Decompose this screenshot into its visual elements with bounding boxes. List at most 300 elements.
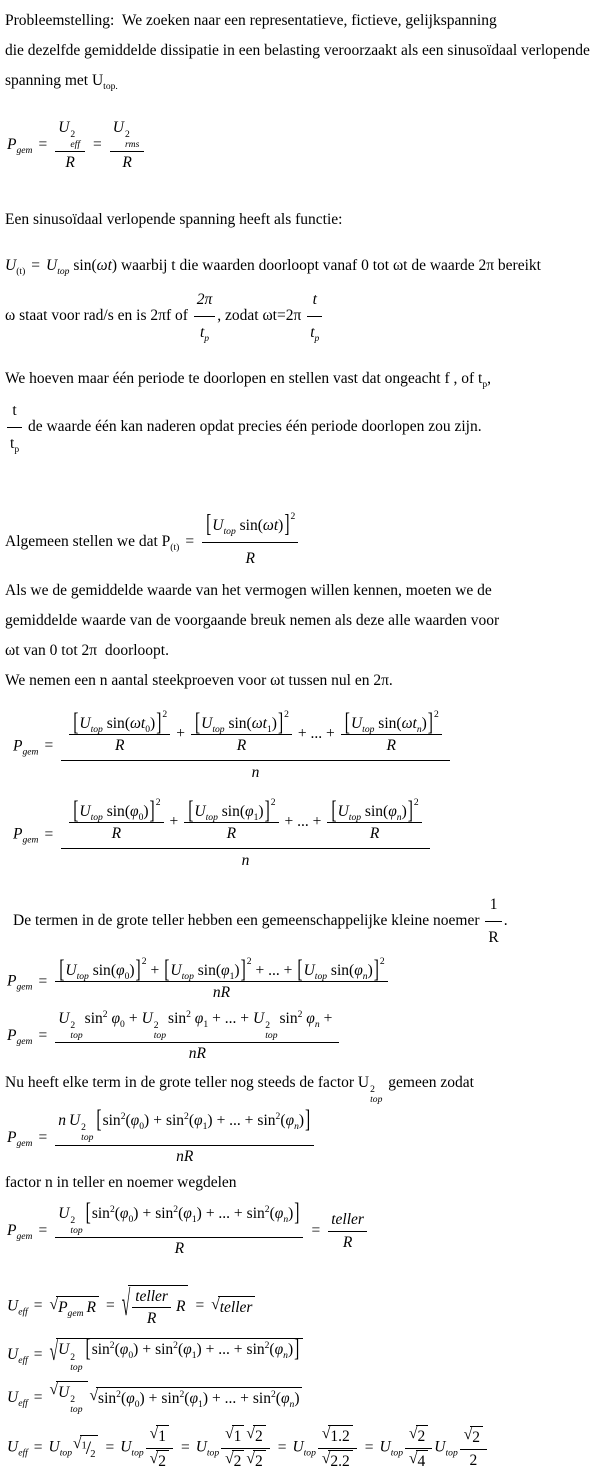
line-steekproeven: We nemen een n aantal steekproeven voor ωt tussen nul en 2π. xyxy=(5,671,393,689)
num-el xyxy=(55,118,85,151)
formula-pgem-teller xyxy=(7,1199,603,1259)
var-el: p xyxy=(204,332,210,344)
span-el: sin xyxy=(221,802,240,820)
sqrt-el xyxy=(225,1425,244,1446)
span-el: de waarde één kan naderen opdat precies één periode doorlopen zou zijn. xyxy=(27,417,482,435)
bracket-el: ] xyxy=(277,709,284,737)
bracketed-el xyxy=(163,956,252,984)
span-el: sin xyxy=(161,1390,180,1408)
sub-el: 1 xyxy=(198,1399,203,1411)
span-el: sin xyxy=(73,256,92,274)
op-el: + xyxy=(153,1112,162,1130)
fraction-el xyxy=(191,708,292,756)
sqrt-el xyxy=(150,1425,169,1446)
sup-el: 2 xyxy=(264,1340,270,1352)
span-el: ( xyxy=(124,714,130,732)
bracket-el: [ xyxy=(194,709,201,737)
var-el: φ xyxy=(119,1341,129,1359)
var-el: U xyxy=(170,962,182,980)
radicand-el xyxy=(96,1387,302,1411)
fraction-pt xyxy=(202,511,298,574)
radicand-el xyxy=(128,1285,188,1329)
bsup-el: 2 xyxy=(379,956,385,968)
ss-top-el: 2 xyxy=(70,1215,76,1227)
var-el: top xyxy=(90,812,103,824)
span-el: t xyxy=(10,434,15,452)
span-el: sin xyxy=(84,1009,103,1027)
ss-top-el: 2 xyxy=(70,129,76,141)
text-line: gemiddelde waarde van de voorgaande breuk nemen als deze alle waarden voor xyxy=(5,611,500,629)
bracket-el: ] xyxy=(373,956,379,984)
num-el xyxy=(146,1425,173,1447)
var-el: U xyxy=(212,516,224,534)
num-el xyxy=(69,708,170,737)
span-el: sin xyxy=(378,714,397,732)
ss-top-el: 2 xyxy=(370,1083,375,1095)
sub-el: 0 xyxy=(128,1350,134,1362)
radical-el: √ xyxy=(73,1435,82,1453)
var-el: top xyxy=(76,971,89,983)
bracket-el: [ xyxy=(331,797,337,825)
span-el: sin xyxy=(168,1009,187,1027)
span-el: ) xyxy=(196,1341,202,1359)
var-el: gem xyxy=(22,834,39,846)
den-el xyxy=(307,316,322,348)
ss-bot-el: top xyxy=(70,1225,83,1237)
op-el: + xyxy=(142,1341,152,1359)
ss-top-el: 2 xyxy=(265,1020,271,1032)
radical-el: √ xyxy=(211,1295,220,1313)
var-el: U xyxy=(195,1438,207,1456)
var-el: φ xyxy=(111,1009,121,1027)
eq-el: = xyxy=(38,1026,48,1044)
fraction-el xyxy=(460,1426,487,1470)
span-el: sin xyxy=(364,802,384,820)
var-el: top xyxy=(212,723,225,735)
var-el: φ xyxy=(285,1112,295,1130)
bracket-el: ] xyxy=(294,1335,300,1363)
supsub-el xyxy=(70,1395,82,1415)
var-el: gem xyxy=(16,1230,33,1242)
sqrt-full xyxy=(49,1335,304,1373)
span-el: sin xyxy=(246,1341,265,1359)
var-el: φ xyxy=(194,1009,204,1027)
var-el: gem xyxy=(16,145,33,157)
var-el: ωt xyxy=(251,714,267,732)
bracketed-el xyxy=(58,956,147,984)
supsub-el xyxy=(70,1021,82,1041)
var-el: U xyxy=(379,1438,391,1456)
span-el: ( xyxy=(178,1204,184,1222)
span-el: sin xyxy=(91,1204,110,1222)
var-el: U xyxy=(58,1341,70,1359)
var-el: φ xyxy=(274,1204,284,1222)
span-el: ) xyxy=(202,1390,209,1408)
bracket-el: [ xyxy=(96,1106,102,1134)
span-el: ω staat voor rad/s en is 2πf of xyxy=(5,306,188,324)
bracket-el: [ xyxy=(59,956,65,984)
span-el: ) xyxy=(133,1204,139,1222)
line-gemene-factor xyxy=(5,1068,603,1105)
line-wegdelen: factor n in teller en noemer wegdelen xyxy=(5,1173,237,1191)
ss-top-el: 2 xyxy=(70,1351,76,1363)
fraction-el xyxy=(110,118,145,173)
radical-el: √ xyxy=(321,1449,331,1467)
ss-top-el: 2 xyxy=(70,1394,76,1406)
span-el: We hoeven maar één periode te doorlopen en stellen vast dat ongeacht f , of t xyxy=(5,369,483,387)
var-el: U xyxy=(79,714,91,732)
var-el: U xyxy=(46,256,58,274)
span-el: ( xyxy=(188,1112,195,1130)
radical-el: √ xyxy=(121,1284,131,1324)
op-el: + xyxy=(148,1390,158,1408)
var-el: U xyxy=(112,119,124,136)
fraction-el xyxy=(328,1210,367,1252)
formula-pgem-samples-phi xyxy=(13,796,603,870)
radicand-el: 2 xyxy=(253,1425,266,1446)
radicand-el: 1 xyxy=(232,1425,245,1446)
sqrt-half xyxy=(73,1435,98,1461)
eq-el: = xyxy=(33,1438,43,1456)
eq-el: = xyxy=(38,972,48,990)
bracket-term xyxy=(205,510,296,538)
sub-el: 1 xyxy=(202,1121,208,1133)
bracket-el: [ xyxy=(344,709,350,737)
span-el: gemeen zodat xyxy=(384,1073,474,1091)
fraction-t-tp xyxy=(307,285,322,348)
supsub-el xyxy=(70,130,80,150)
var-el: φ xyxy=(245,802,254,820)
num-el xyxy=(184,796,278,825)
var-el: U xyxy=(434,1438,446,1456)
span-el: ( xyxy=(239,802,246,820)
span-el: ( xyxy=(114,1204,120,1222)
line-sinus-functie: Een sinusoïdaal verlopende spanning heeft als functie: xyxy=(5,210,343,228)
var-el: n xyxy=(58,1112,66,1130)
num-el xyxy=(327,796,421,825)
bracketed-el xyxy=(296,956,385,984)
op-el: + ... + xyxy=(297,725,335,743)
fraction-el xyxy=(55,956,388,1003)
var-el: φ xyxy=(194,1112,203,1130)
bracket-el: ] xyxy=(284,510,290,538)
line-omega-definition xyxy=(5,285,603,348)
paragraph-probleemstelling xyxy=(5,6,603,96)
var-el: φ xyxy=(221,962,230,980)
bracket-el: ] xyxy=(156,709,162,737)
var-el: ωt xyxy=(96,256,112,274)
radical-el: √ xyxy=(409,1449,418,1467)
bsup-el: 2 xyxy=(141,956,147,968)
sqrt-el xyxy=(322,1450,353,1471)
radicand-el: teller xyxy=(218,1296,256,1317)
var-el: n xyxy=(416,723,422,735)
den-el: 2 xyxy=(460,1449,487,1470)
var-el: U xyxy=(253,1009,265,1027)
den-el: R xyxy=(485,921,501,953)
num-el xyxy=(191,708,292,737)
den-el: R xyxy=(69,822,163,843)
span-el: ( xyxy=(246,714,252,732)
span-el: ) xyxy=(139,1390,145,1408)
op-el: + xyxy=(323,1009,333,1027)
op-el: + xyxy=(176,725,185,743)
sup-el: 2 xyxy=(186,1008,191,1020)
den-el xyxy=(318,1448,357,1471)
ss-top-el: 2 xyxy=(124,129,130,141)
span-el: sin xyxy=(106,802,125,820)
sub-el: 1 xyxy=(266,723,272,735)
line-gemene-noemer xyxy=(5,890,603,953)
num-el: 2π xyxy=(196,290,213,308)
diagonal-half xyxy=(82,1437,96,1461)
var-el: n xyxy=(314,1018,320,1030)
op-el: + xyxy=(150,962,160,980)
var-el: φ xyxy=(280,1390,290,1408)
radicand-el xyxy=(56,1335,303,1373)
var-el: ωt xyxy=(401,714,417,732)
span-el: ( xyxy=(91,256,97,274)
supsub-el xyxy=(70,1353,82,1373)
bracket-el: [ xyxy=(85,1335,91,1363)
fraction-t-tp-upright xyxy=(7,396,22,459)
formula-pgem-samples-omegat xyxy=(13,708,603,782)
span-el: ( xyxy=(215,962,222,980)
dslash-el: / xyxy=(85,1438,92,1460)
den-el: R xyxy=(55,151,85,172)
num-el xyxy=(69,796,163,825)
sup-el: 2 xyxy=(173,1340,178,1352)
bracket-el: ] xyxy=(149,797,155,825)
sub-el: p xyxy=(482,378,488,390)
span-el: , xyxy=(487,369,492,387)
bracket-el: ] xyxy=(135,956,141,984)
eq-el: = xyxy=(33,1388,43,1406)
den-el: R xyxy=(132,1307,171,1328)
span-el: ) xyxy=(207,1112,213,1130)
span-el: sin xyxy=(165,1112,185,1130)
span-el: ( xyxy=(125,1112,131,1130)
fraction-el xyxy=(55,1106,314,1166)
formula-pgem-eff-rms xyxy=(7,118,603,173)
formula-ueff-sqrt-teller xyxy=(7,1285,603,1329)
bracket-el: [ xyxy=(206,510,212,538)
line-ut-definition xyxy=(5,251,603,281)
radical-el: √ xyxy=(409,1425,418,1443)
var-el: U xyxy=(79,802,91,820)
var-el: U xyxy=(65,962,77,980)
dsub-el: 2 xyxy=(90,1449,96,1461)
text-line xyxy=(5,66,603,96)
var-el: φ xyxy=(354,962,363,980)
sqrt-sin-sum xyxy=(89,1387,303,1411)
eq-el: = xyxy=(31,256,41,274)
sub-el: 0 xyxy=(138,812,144,824)
eq-el: = xyxy=(33,1297,43,1315)
den-el xyxy=(194,316,216,348)
formula-ueff-sqrt-split xyxy=(7,1381,603,1415)
fraction-el xyxy=(55,118,85,173)
var-el: φ xyxy=(126,1390,135,1408)
eq-el: = xyxy=(38,1129,48,1147)
var-el: φ xyxy=(306,1009,315,1027)
var-el: top xyxy=(314,971,328,983)
text-line: die dezelfde gemiddelde dissipatie in een belasting veroorzaakt als een sinusoïdaal verlopende xyxy=(5,42,590,59)
radical-el: √ xyxy=(246,1425,255,1443)
den-el: R xyxy=(328,1231,367,1252)
var-el: U xyxy=(7,1346,19,1364)
span-el: ) xyxy=(234,962,240,980)
sup-el: 2 xyxy=(116,1389,121,1401)
var-el: ωt xyxy=(129,714,146,732)
span-el: ) xyxy=(288,1204,294,1222)
var-el: U xyxy=(7,1388,19,1406)
span-el: ) xyxy=(133,1341,139,1359)
ss-bot-el: eff xyxy=(70,139,80,151)
span-el: De termen in de grote teller hebben een gemeenschappelijke kleine noemer xyxy=(13,912,480,930)
span-el: waarbij t die waarden doorloopt vanaf 0 tot ωt de waarde 2π bereikt xyxy=(117,256,541,274)
var-el: top xyxy=(205,812,218,824)
op-el: + xyxy=(128,1009,138,1027)
fraction-el xyxy=(184,796,278,844)
var-el: n xyxy=(289,1399,295,1411)
sqrt-el xyxy=(225,1450,244,1471)
sup-el: 2 xyxy=(297,1008,303,1020)
ss-bot-el: top xyxy=(70,1361,83,1373)
sqrt-teller xyxy=(211,1296,255,1317)
radicand-el: 4 xyxy=(416,1450,429,1471)
bsup-el: 2 xyxy=(155,796,161,808)
var-el: top xyxy=(390,1447,404,1459)
span-el: sin xyxy=(330,962,350,980)
var-el: P xyxy=(13,825,23,843)
op-el: + ... + xyxy=(212,1390,249,1408)
span-el: ( xyxy=(396,714,402,732)
span-el: ( xyxy=(124,802,130,820)
den-el: R xyxy=(69,734,170,755)
span-el: sin xyxy=(279,1009,298,1027)
radical-el: √ xyxy=(89,1387,99,1405)
bracketed-el xyxy=(72,708,168,737)
span-el: ) xyxy=(271,714,277,732)
radicand-el: 2 xyxy=(156,1450,169,1471)
sub-el: 1 xyxy=(229,971,235,983)
sup-el: 2 xyxy=(102,1008,108,1020)
sub-el: 0 xyxy=(124,971,130,983)
var-el: U xyxy=(201,714,213,732)
bracketed-el xyxy=(344,708,439,737)
supsub-el xyxy=(70,1216,82,1236)
dsup-el: 1 xyxy=(81,1440,87,1452)
num-el xyxy=(460,1426,487,1448)
var-el: U xyxy=(337,802,349,820)
span-el: ) xyxy=(150,714,156,732)
span-el: ( xyxy=(269,1341,275,1359)
op-el: + ... + xyxy=(205,1204,243,1222)
span-el: ( xyxy=(269,1204,275,1222)
span-el: ) xyxy=(287,1341,294,1359)
var-el: φ xyxy=(115,962,125,980)
span-el: sin xyxy=(197,962,216,980)
var-el: gem xyxy=(22,746,39,758)
radicand-el: 2 xyxy=(253,1450,266,1471)
fraction-el xyxy=(61,708,450,782)
var-el: P xyxy=(7,1221,17,1239)
fraction-el xyxy=(146,1425,173,1471)
op-el: + ... + xyxy=(205,1341,243,1359)
var-el: U xyxy=(7,1297,19,1315)
sqrt-el xyxy=(246,1450,265,1471)
bracket-el: [ xyxy=(297,956,303,984)
num-el xyxy=(55,956,388,984)
span-el: ( xyxy=(120,1390,127,1408)
fraction-el xyxy=(221,1425,270,1471)
num-el xyxy=(55,1199,303,1237)
fraction-el xyxy=(69,796,163,844)
num-el xyxy=(55,1106,314,1144)
bracket-el: [ xyxy=(164,956,170,984)
var-el: U xyxy=(350,714,363,732)
eq-el: = xyxy=(195,1297,205,1315)
span-el: sin xyxy=(102,1112,121,1130)
var-el: gem xyxy=(67,1307,84,1319)
eq-el: = xyxy=(38,135,48,153)
var-el: φ xyxy=(274,1341,284,1359)
var-el: n xyxy=(294,1121,299,1133)
num-el: t xyxy=(312,290,317,308)
radicand-el: 2 xyxy=(470,1426,483,1447)
op-el: + ... + xyxy=(255,962,293,980)
num-el: 1 xyxy=(489,896,498,914)
bracket-el: [ xyxy=(85,1199,91,1227)
span-el: sin xyxy=(246,1204,265,1222)
var-el: U xyxy=(5,256,17,274)
var-el: U xyxy=(7,1438,19,1456)
bsup-el: 2 xyxy=(413,796,419,808)
sub-el: (t) xyxy=(16,265,26,277)
span-el: sin xyxy=(228,714,247,732)
sqrt-el xyxy=(464,1426,483,1447)
num-el xyxy=(202,511,298,542)
num-el xyxy=(221,1425,270,1447)
var-el: top xyxy=(181,971,194,983)
span-el: ( xyxy=(349,962,355,980)
span-el: ) xyxy=(129,962,135,980)
var-el: top xyxy=(90,723,103,735)
radicand-el: 2 xyxy=(416,1425,429,1446)
num-el xyxy=(318,1425,357,1447)
sup-el: 2 xyxy=(264,1203,270,1215)
var-el: φ xyxy=(183,1341,192,1359)
var-el: top xyxy=(348,812,362,824)
supsub-el xyxy=(81,1123,93,1143)
var-el: P xyxy=(7,1026,17,1044)
span-el: ( xyxy=(383,802,389,820)
fraction-el xyxy=(327,796,421,844)
radicand-el: 2 xyxy=(232,1450,245,1471)
formula-pgem-expanded xyxy=(7,1009,603,1064)
eq-el: = xyxy=(311,1221,321,1239)
var-el: top xyxy=(59,1447,73,1459)
bsup-el: 2 xyxy=(290,510,296,522)
span-el: ) xyxy=(367,962,373,980)
sub-el: 1 xyxy=(191,1350,197,1362)
span-el: . xyxy=(503,912,508,930)
fraction-el xyxy=(132,1287,171,1329)
den-el: R xyxy=(55,1237,303,1258)
den-el xyxy=(146,1448,173,1471)
var-el: eff xyxy=(18,1306,28,1318)
